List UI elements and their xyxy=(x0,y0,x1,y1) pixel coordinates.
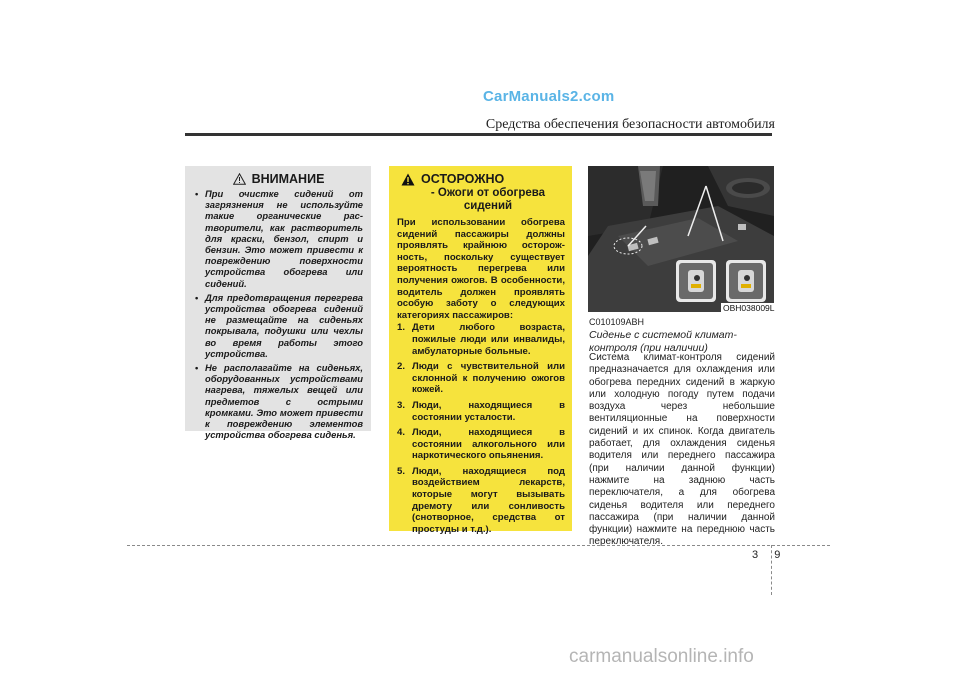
section-code: C010109ABH xyxy=(589,317,645,327)
warning-item: • Не располагайте на сиденьях, оборудованных устройствами нагрева, тяжелых вещей или предметов с острыми кромками. Это может привести к повреждению элементов устройства обогрева сиденья. xyxy=(194,362,363,440)
page-chapter: 3 xyxy=(752,549,759,561)
caution-item-number: 5. xyxy=(397,465,406,477)
watermark-logo-bottom: carmanualsonline.info xyxy=(569,646,754,667)
caution-item-number: 3. xyxy=(397,399,406,411)
warning-title: ВНИМАНИЕ xyxy=(251,172,325,186)
section-title: Сиденье с системой климат-контроля (при наличии) xyxy=(589,329,737,354)
caution-item-text: Люди, находящиеся под воздействием лекарств, которые могут вызывать дремоту или сонливость (снотворное, средства от простуды и т.д.). xyxy=(412,465,565,535)
caution-box xyxy=(389,166,572,535)
caution-header xyxy=(401,172,565,186)
caution-item-text: Люди с чувствительной или склонной к получению ожогов кожей. xyxy=(412,361,565,396)
caution-item-number: 4. xyxy=(397,427,406,439)
caution-item xyxy=(397,427,565,462)
warning-item: • Для предотвращения перегрева устройства обогрева сидений не размещайте на сиденьях покрывала, подушки или чехлы во время работы этого устройства. xyxy=(194,292,363,359)
caution-item xyxy=(397,322,565,357)
warning-box xyxy=(185,166,371,441)
caution-item-text: Люди, находящиеся в состоянии усталости. xyxy=(412,399,565,423)
page-number xyxy=(752,549,780,561)
seat-climate-switch-photo xyxy=(588,166,774,312)
caution-subtitle: - Ожоги от обогрева сидений xyxy=(430,187,546,212)
watermark-logo-top: CarManuals2.com xyxy=(483,88,615,105)
warning-item: • При очистке сидений от загрязнения не используйте такие органические рас-творители, как растворитель для краски, бензол, спирт и бензин. Это может привести к повреждению поверхности устройства обогрева или сидений. xyxy=(194,188,363,289)
caution-item-text: Люди, находящиеся в состоянии алкогольного или наркотического опьянения. xyxy=(412,427,565,462)
warning-header xyxy=(194,172,363,186)
warning-list xyxy=(194,188,363,440)
caution-item-text: Дети любого возраста, пожилые люди или инвалиды, амбулаторные больные. xyxy=(412,322,565,357)
page-header-title: Средства обеспечения безопасности автомобиля xyxy=(485,117,775,132)
caution-item xyxy=(397,466,565,536)
caution-intro: При использовании обогрева сидений пассажиры должны проявлять крайнюю осторож-ность, поскольку существует вероятность перегрева или получения ожогов. В особенности, водитель должен проявлять особую заботу о следующих категориях пассажиров: xyxy=(397,217,565,321)
footer-rule xyxy=(127,545,830,546)
header-rule xyxy=(185,133,772,136)
page-index: 9 xyxy=(774,549,781,561)
warning-triangle-icon xyxy=(233,173,246,185)
caution-triangle-icon xyxy=(401,173,415,186)
caution-item xyxy=(397,361,565,396)
photo-reference-code: OBH038009L xyxy=(723,303,775,313)
console-illustration xyxy=(588,166,774,312)
caution-title: ОСТОРОЖНО xyxy=(421,172,505,186)
caution-item xyxy=(397,400,565,423)
caution-item-number: 2. xyxy=(397,361,406,373)
section-body: Система климат-контроля сидений предназначается для охлаждения или обогрева передних сидений в жаркую или холодную погоду путем подачи воздуха через небольшие вентиляционные на поверхности сидений и их спинок. Когда двигатель работает, для охлаждения сиденья водителя или переднего пассажира (при наличии данной функции) нажмите на заднюю часть переключателя, а для обогрева сиденья водителя или переднего пассажира (при наличии данной функции) нажмите на переднюю часть переключателя. xyxy=(589,352,775,548)
caution-list xyxy=(397,322,565,535)
caution-item-number: 1. xyxy=(397,322,406,334)
